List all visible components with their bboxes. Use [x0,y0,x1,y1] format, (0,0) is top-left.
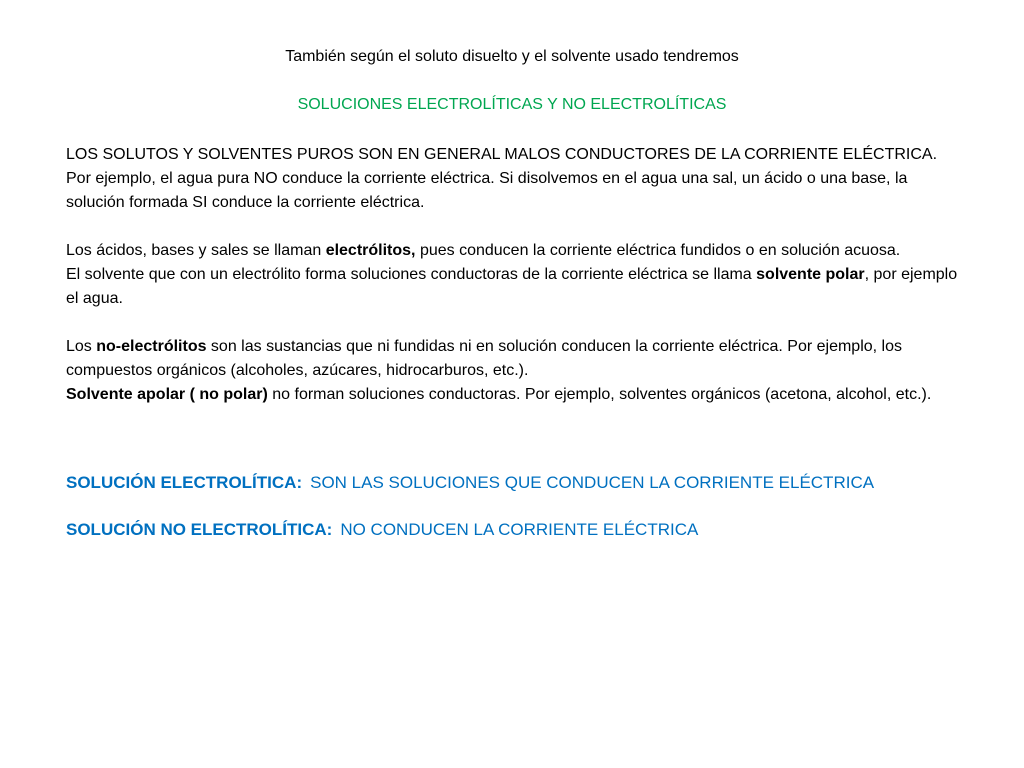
paragraph-2 [66,239,966,263]
paragraph-2-prefix: Los ácidos, bases y sales se llaman [66,242,326,259]
definition-term: SOLUCIÓN NO ELECTROLÍTICA: [66,520,333,539]
paragraph-2-suffix: pues conducen la corriente eléctrica fundidos o en solución acuosa. [415,242,901,259]
paragraph-5-suffix: no forman soluciones conductoras. Por ejemplo, solventes orgánicos (acetona, alcohol, etc.). [267,386,932,403]
body-text [66,143,966,407]
term-no-electrolitos: no-electrólitos [96,338,207,355]
definition-no-electrolitica [66,518,966,542]
paragraph-gap [66,311,966,335]
definition-gap [66,495,966,518]
paragraph-4 [66,335,966,383]
term-solvente-apolar: Solvente apolar ( no polar) [66,386,268,403]
paragraph-3 [66,263,966,311]
definition-description: SON LAS SOLUCIONES QUE CONDUCEN LA CORRIENTE ELÉCTRICA [310,473,875,492]
term-electrolitos: electrólitos, [325,242,416,259]
definitions [66,471,966,542]
paragraph-3-prefix: El solvente que con un electrólito forma soluciones conductoras de la corriente eléctrica se llama [66,266,757,283]
term-solvente-polar: solvente polar [756,266,865,283]
paragraph-4-suffix: son las sustancias que ni fundidas ni en solución conducen la corriente eléctrica. Por ejemplo, los compuestos orgánicos (alcoholes, azúcares, hidrocarburos, etc.). [66,338,902,379]
definition-term: SOLUCIÓN ELECTROLÍTICA: [66,473,303,492]
paragraph-3-suffix: , por ejemplo el agua. [66,266,958,307]
paragraph-1-line-1: LOS SOLUTOS Y SOLVENTES PUROS SON EN GENERAL MALOS CONDUCTORES DE LA CORRIENTE ELÉCTRICA. [66,146,938,163]
paragraph-1-line-2: Por ejemplo, el agua pura NO conduce la corriente eléctrica. Si disolvemos en el agua una sal, un ácido o una base, la solución formada SI conduce la corriente eléctrica. [66,170,908,211]
definition-description: NO CONDUCEN LA CORRIENTE ELÉCTRICA [340,520,699,539]
paragraph-4-prefix: Los [66,338,97,355]
definition-electrolitica [66,471,966,495]
paragraph-gap [66,215,966,239]
slide-heading: SOLUCIONES ELECTROLÍTICAS Y NO ELECTROLÍTICAS [297,96,727,113]
intro-text: También según el soluto disuelto y el solvente usado tendremos [285,48,739,65]
paragraph-5 [66,383,966,407]
